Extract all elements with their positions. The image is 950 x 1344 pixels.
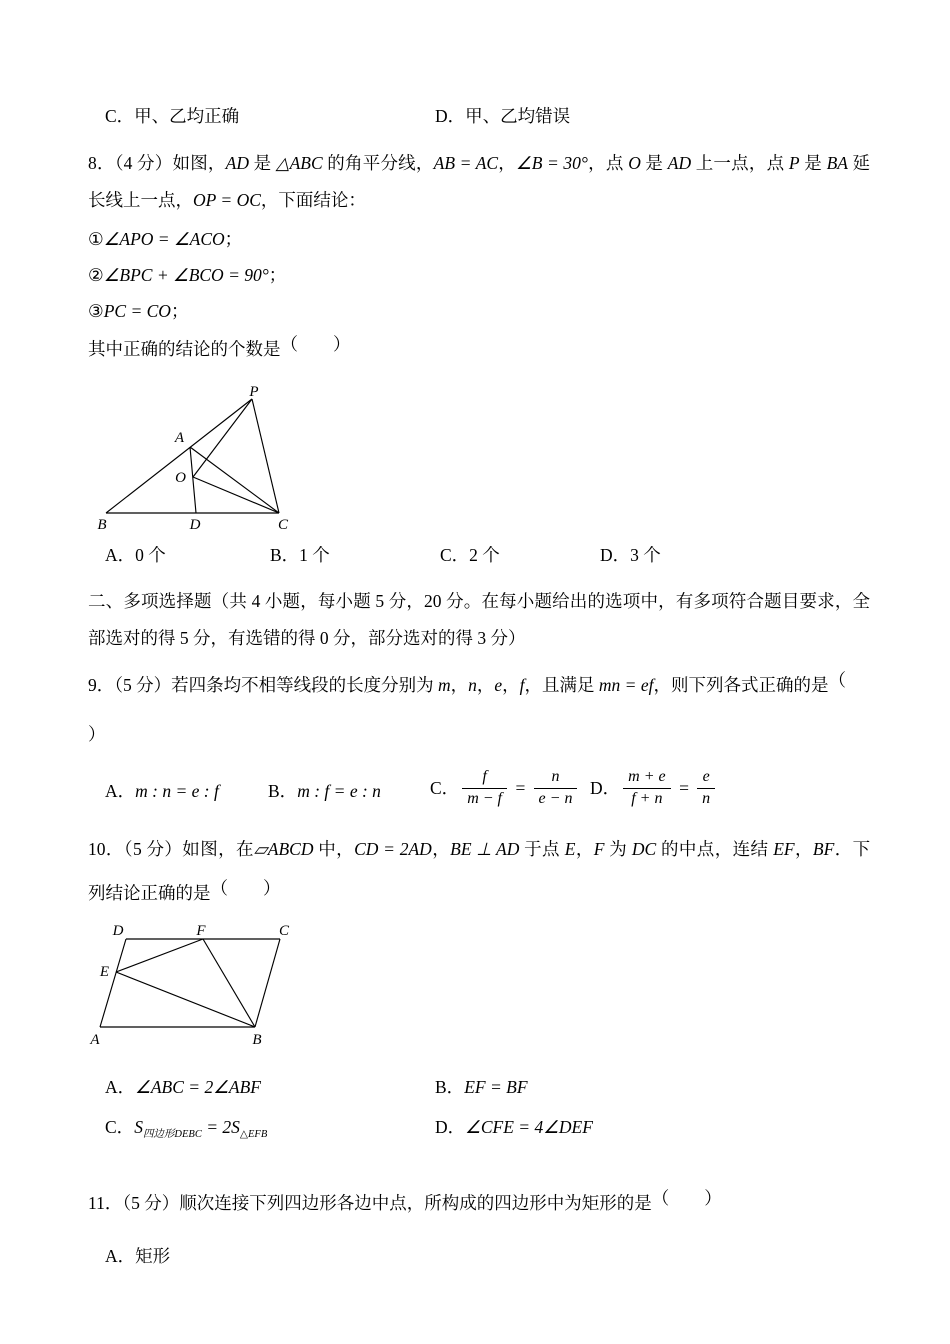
edge-FB	[203, 939, 255, 1027]
edge-EB	[116, 972, 255, 1027]
q8-option-c: C．2 个	[440, 545, 500, 565]
prev-option-c: C．甲、乙均正确	[105, 106, 240, 126]
question-8-item-3: ③PC = CO；	[88, 301, 189, 321]
edge-EF	[116, 939, 203, 972]
parallelogram-figure	[88, 923, 318, 1051]
vertex-label-C: C	[277, 517, 289, 533]
q9-option-b: B．m : f = e : n	[268, 780, 381, 801]
vertex-label-A: A	[174, 430, 184, 446]
question-10-options-row-2	[88, 1107, 870, 1155]
edge-OC	[193, 477, 279, 513]
question-11-stem: 11．（5 分）顺次连接下列四边形各边中点，所构成的四边形中为矩形的是（ ）	[88, 1188, 722, 1213]
vertex-label-F: F	[196, 923, 206, 939]
q10-option-d: D．∠CFE = 4∠DEF	[435, 1117, 593, 1137]
question-8-figure	[88, 385, 870, 535]
vertex-label-E: E	[99, 964, 109, 980]
q8-option-a: A．0 个	[105, 545, 166, 565]
section-2-header: 二、多项选择题（共 4 小题，每小题 5 分，20 分。在每小题给出的选项中，有多项符合题目要求，全部选对的得 5 分，有选错的得 0 分，部分选对的得 3 分）	[88, 591, 870, 648]
vertex-label-B: B	[97, 517, 107, 533]
edge-DA	[100, 939, 126, 1027]
vertex-label-B: B	[252, 1032, 262, 1048]
edge-BP	[106, 399, 252, 513]
question-8-item-2: ②∠BPC + ∠BCO = 90°；	[88, 265, 287, 285]
question-10-figure	[88, 923, 870, 1051]
vertex-label-A: A	[90, 1032, 100, 1048]
question-9-stem: 9．（5 分）若四条均不相等线段的长度分别为 m，n，e，f，且满足 mn = ef，则下列各式正确的是（	[88, 670, 846, 695]
q10-option-c: C．$S_{四边形DEBC} = 2S_{\triangle EFB}$	[105, 1117, 268, 1140]
q8-option-d: D．3 个	[600, 545, 661, 565]
vertex-label-O: O	[175, 470, 186, 486]
triangle-figure	[88, 385, 360, 535]
question-8-prompt: 其中正确的结论的个数是（ ）	[88, 334, 351, 359]
q9-option-d: D． $\frac{m + e}{f + n}$ = $\frac{e}{n}$	[590, 770, 718, 810]
question-8-options	[88, 541, 870, 569]
edge-AD	[190, 447, 196, 513]
vertex-label-C: C	[278, 923, 290, 939]
question-9-options	[88, 759, 870, 821]
vertex-label-D: D	[189, 517, 201, 533]
q10-option-a: A．∠ABC = 2∠ABF	[105, 1077, 261, 1097]
q9-option-a: A．m : n = e : f	[105, 780, 219, 801]
prev-option-d: D．甲、乙均错误	[435, 106, 571, 126]
prev-question-options	[88, 103, 870, 129]
question-8-item-1: ①∠APO = ∠ACO；	[88, 229, 243, 249]
question-10-stem: 10．（5 分）如图，在▱ABCD 中，CD = 2AD，BE ⊥ AD 于点 E，F 为 DC 的中点，连结 EF，BF．下列结论正确的是（ ）	[88, 839, 871, 903]
q8-option-b: B．1 个	[270, 545, 330, 565]
vertex-label-D: D	[112, 923, 124, 939]
edge-CB	[255, 939, 280, 1027]
q10-option-b: B．EF = BF	[435, 1077, 528, 1097]
question-8-stem: 8．（4 分）如图，AD 是 △ABC 的角平分线，AB = AC，∠B = 30°，点 O 是 AD 上一点，点 P 是 BA 延长线上一点，OP = OC，下面结论：	[88, 153, 871, 210]
q11-option-a: A．矩形	[105, 1246, 171, 1266]
question-10-options-row-1	[88, 1067, 870, 1107]
q9-option-c: C． $\frac{f}{m - f}$ = $\frac{n}{e - n}$	[430, 770, 590, 810]
vertex-label-P: P	[249, 385, 259, 400]
question-9-close-paren: ）	[88, 724, 106, 744]
